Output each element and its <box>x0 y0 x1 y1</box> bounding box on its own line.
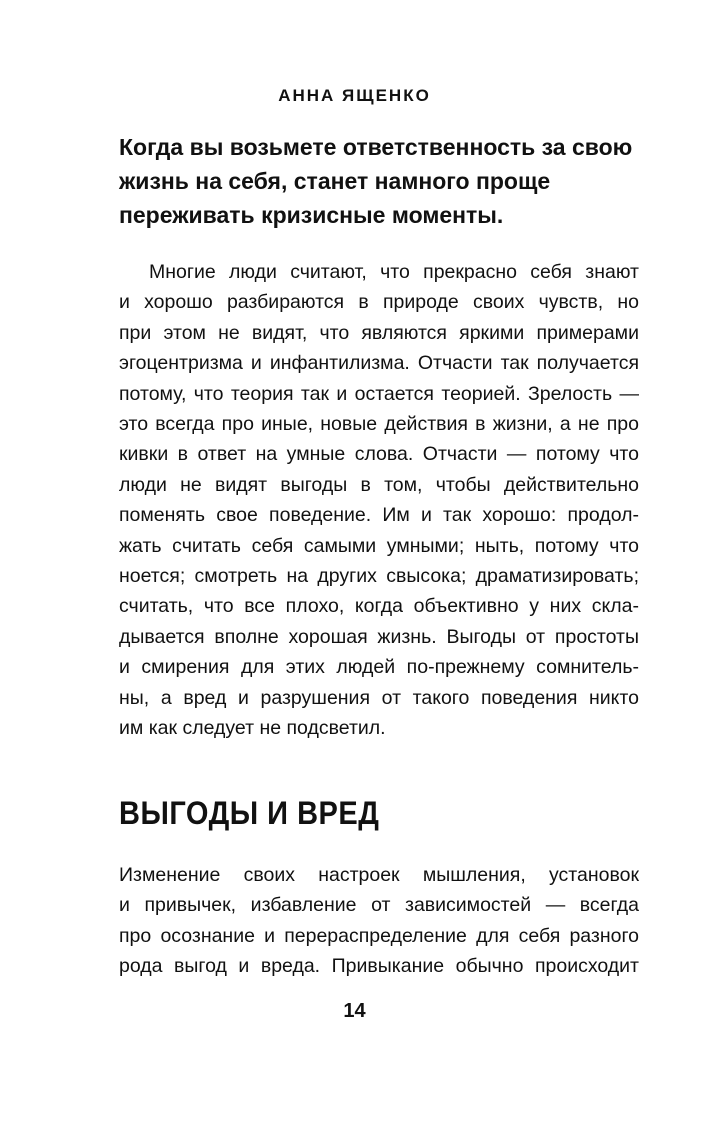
page-number: 14 <box>343 1000 366 1022</box>
lead-statement <box>119 130 639 232</box>
running-head-author: АННА ЯЩЕНКО <box>278 86 431 105</box>
paragraph-section <box>119 860 639 982</box>
paragraph-line: дывается вполне хорошая жизнь. Выгоды от простоты <box>119 625 639 648</box>
paragraph-line: жать считать себя самыми умными; ныть, потому что <box>119 534 639 557</box>
paragraph-line: ны, а вред и разрушения от такого поведения никто <box>119 686 639 709</box>
paragraph-line: потому, что теория так и остается теорией. Зрелость — <box>119 382 639 405</box>
paragraph-line: и смирения для этих людей по-прежнему сомнитель- <box>119 656 639 679</box>
lead-line: переживать кризисные моменты. <box>119 202 504 228</box>
paragraph-line: рода выгод и вреда. Привыкание обычно происходит <box>119 955 639 978</box>
paragraph-line: кивки в ответ на умные слова. Отчасти — потому что <box>119 443 639 466</box>
paragraph-line: считать, что все плохо, когда объективно у них скла- <box>119 595 639 618</box>
section-heading: ВЫГОДЫ И ВРЕД <box>119 796 380 832</box>
paragraph-line: эгоцентризма и инфантилизма. Отчасти так получается <box>119 352 639 375</box>
paragraph-line: про осознание и перераспределение для себя разного <box>119 924 639 947</box>
paragraph-line: ноется; смотреть на других свысока; драматизировать; <box>119 565 639 588</box>
lead-line: Когда вы возьмете ответственность за свою <box>119 134 633 160</box>
paragraph-line: им как следует не подсветил. <box>119 717 386 740</box>
paragraph-main <box>119 257 639 744</box>
paragraph-line: Изменение своих настроек мышления, установок <box>119 864 639 886</box>
paragraph-line: и привычек, избавление от зависимостей — всегда <box>119 894 639 917</box>
paragraph-line: Многие люди считают, что прекрасно себя знают <box>149 261 639 283</box>
paragraph-line: поменять свое поведение. Им и так хорошо: продол- <box>119 504 639 527</box>
paragraph-line: и хорошо разбираются в природе своих чувств, но <box>119 291 639 314</box>
paragraph-line: при этом не видят, что являются яркими примерами <box>119 321 639 344</box>
lead-line: жизнь на себя, станет намного проще <box>119 168 551 194</box>
paragraph-line: это всегда про иные, новые действия в жизни, а не про <box>119 413 639 436</box>
paragraph-line: люди не видят выгоды в том, чтобы действительно <box>119 473 639 496</box>
